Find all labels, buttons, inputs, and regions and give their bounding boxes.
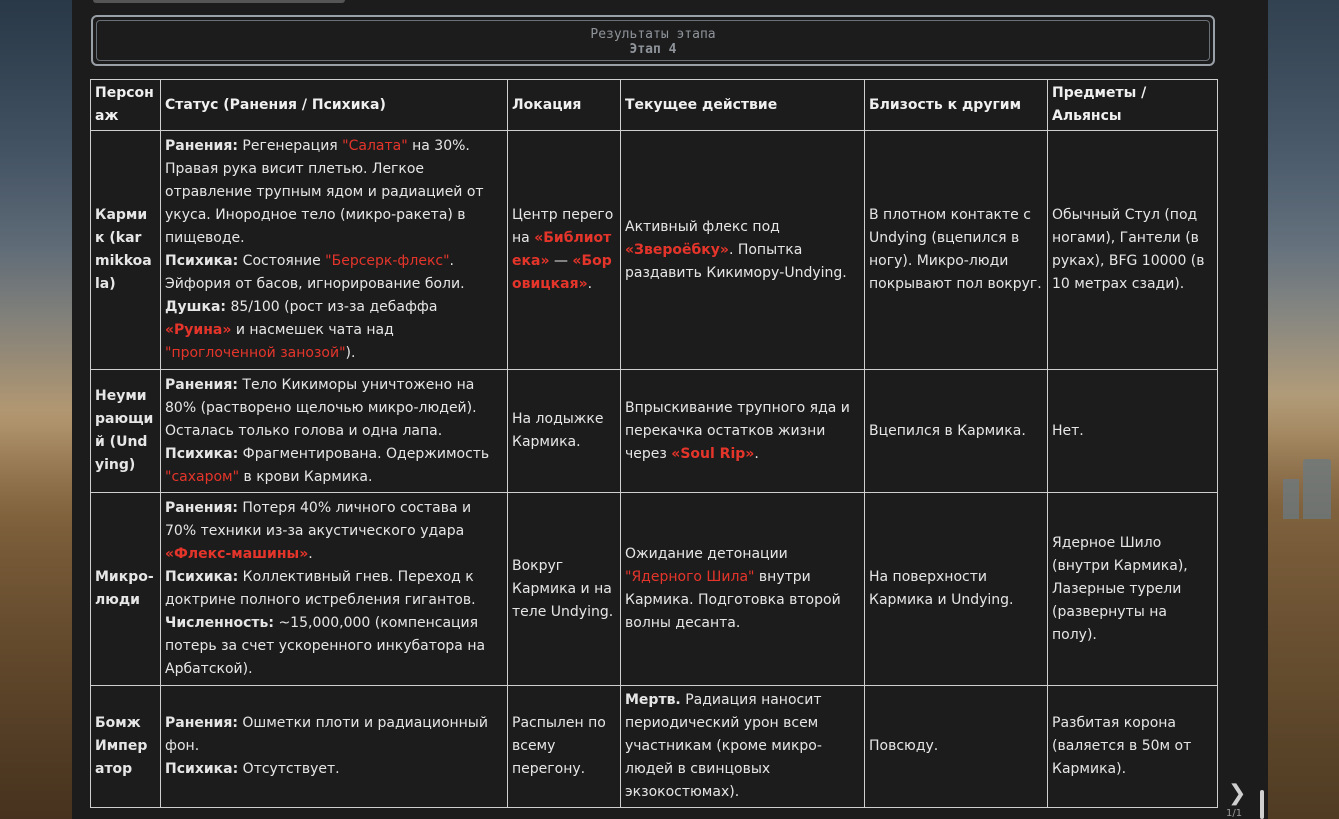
highlight-text: «Боровицкая» [512, 253, 612, 292]
psyche-text: в крови Кармика. [239, 468, 373, 485]
cell-status [161, 686, 508, 808]
wounds-text: Потеря 40% личного состава и 70% техники из-за акустического удара [165, 500, 472, 539]
psyche-text: Фрагментирована. Одержимость [238, 445, 490, 462]
cell-character: Бомж Император [91, 686, 161, 808]
stage-results-header-inner [96, 20, 1210, 61]
action-text: Активный флекс под [625, 218, 780, 235]
cell-proximity: Повсюду. [865, 686, 1048, 808]
extra-text: 85/100 (рост из-за дебаффа [226, 299, 438, 315]
results-table [90, 79, 1218, 808]
action-text: Радиация наносит периодический урон всем участникам (кроме микро-людей в свинцовых экзокостюмах). [625, 692, 822, 800]
wounds-text: на 30%. Правая рука висит плетью. Легкое отравление трупным ядом и радиацией от укуса. Инородное тело (микро-ракета) в пищеводе. [165, 138, 484, 246]
cell-items: Обычный Стул (под ногами), Гантели (в руках), BFG 10000 (в 10 метрах сзади). [1048, 131, 1218, 370]
cell-location: Распылен по всему перегону. [508, 686, 621, 808]
highlight-text: «Soul Rip» [671, 445, 755, 462]
scrollbar-thumb[interactable] [1260, 790, 1264, 819]
stage-results-header [91, 15, 1215, 66]
action-text: . Попытка раздавить Кикимору-Undying. [625, 241, 847, 281]
chevron-right-icon[interactable]: ❯ [1228, 781, 1247, 806]
highlight-text: "проглоченной занозой" [165, 345, 346, 361]
extra-text: ~15,000,000 (компенсация потерь за счет ускоренного инкубатора на Арбатской). [165, 615, 486, 677]
highlight-text: «Библиотека» [512, 230, 612, 269]
location-text: Центр перегона [512, 207, 614, 246]
psyche-text: Коллективный гнев. Переход к доктрине полного истребления гигантов. [165, 569, 476, 608]
header-location: Локация [508, 80, 621, 131]
cell-status [161, 370, 508, 493]
highlight-text: "Ядерного Шила" [625, 569, 755, 585]
background-landscape-right [1268, 0, 1339, 819]
header-status: Статус (Ранения / Психика) [161, 80, 508, 131]
cell-items: Нет. [1048, 370, 1218, 493]
wounds-label: Ранения: [165, 715, 238, 731]
location-text: — [549, 253, 573, 269]
extra-label: Душка: [165, 299, 227, 315]
header-character: Персонаж [91, 80, 161, 131]
background-rock [1283, 479, 1299, 519]
cell-proximity: Вцепился в Кармика. [865, 370, 1048, 493]
table-row [91, 686, 1218, 808]
cell-items: Ядерное Шило (внутри Кармика), Лазерные турели (развернуты на полу). [1048, 493, 1218, 686]
cell-character: Кармик (karmikkoala) [91, 131, 161, 370]
cell-items: Разбитая корона (валяется в 50м от Кармика). [1048, 686, 1218, 808]
table-row [91, 493, 1218, 686]
header-action: Текущее действие [621, 80, 865, 131]
action-text: внутри Кармика. Подготовка второй волны десанта. [625, 569, 841, 631]
cell-status [161, 131, 508, 370]
action-text: Ожидание детонации [625, 546, 788, 562]
extra-text: и насмешек чата над [231, 322, 394, 338]
cell-location [508, 131, 621, 370]
wounds-label: Ранения: [165, 376, 238, 393]
highlight-text: «Звероёбку» [625, 241, 729, 258]
cell-proximity: В плотном контакте с Undying (вцепился в ногу). Микро-люди покрывают пол вокруг. [865, 131, 1048, 370]
psyche-text: . Эйфория от басов, игнорирование боли. [165, 253, 465, 292]
wounds-text: Ошметки плоти и радиационный фон. [165, 715, 488, 754]
cell-location: Вокруг Кармика и на теле Undying. [508, 493, 621, 686]
cell-action [621, 493, 865, 686]
location-text: . [587, 276, 593, 292]
header-proximity: Близость к другим [865, 80, 1048, 131]
table-header-row [91, 80, 1218, 131]
wounds-text: Тело Кикиморы уничтожено на 80% (растворено щелочью микро-людей). Осталась только голова и одна лапа. [165, 376, 477, 439]
top-scroll-stub [93, 0, 345, 3]
cell-action [621, 370, 865, 493]
wounds-text: Регенерация [237, 138, 343, 154]
cell-location: На лодыжке Кармика. [508, 370, 621, 493]
stage-title: Результаты этапа [590, 27, 716, 42]
psyche-label: Психика: [165, 569, 239, 585]
table-row [91, 131, 1218, 370]
background-landscape-left [0, 0, 72, 819]
wounds-text: . [308, 546, 313, 562]
wounds-label: Ранения: [165, 500, 238, 516]
psyche-label: Психика: [165, 761, 239, 777]
extra-text: ). [345, 345, 356, 361]
action-text: Впрыскивание трупного яда и перекачка остатков жизни через [625, 399, 850, 462]
wounds-label: Ранения: [165, 138, 238, 154]
extra-label: Численность: [165, 615, 274, 631]
highlight-text: «Флекс-машины» [165, 546, 309, 562]
background-rock [1303, 459, 1331, 519]
cell-status [161, 493, 508, 686]
highlight-text: "сахаром" [165, 468, 240, 485]
action-text: . [754, 445, 759, 462]
action-label: Мертв. [625, 692, 681, 708]
stage-subtitle: Этап 4 [629, 42, 677, 57]
highlight-text: "Салата" [342, 138, 408, 154]
cell-character: Микро-люди [91, 493, 161, 686]
header-items: Предметы / Альянсы [1048, 80, 1218, 131]
cell-character: Неумирающий (Undying) [91, 370, 161, 493]
highlight-text: «Руина» [165, 322, 232, 338]
table-row [91, 370, 1218, 493]
cell-proximity: На поверхности Кармика и Undying. [865, 493, 1048, 686]
page-indicator: 1/1 [1226, 808, 1243, 819]
highlight-text: "Берсерк-флекс" [325, 253, 450, 269]
psyche-label: Психика: [165, 445, 239, 462]
cell-action [621, 131, 865, 370]
cell-action [621, 686, 865, 808]
psyche-text: Отсутствует. [238, 761, 340, 777]
psyche-label: Психика: [165, 253, 239, 269]
psyche-text: Состояние [238, 253, 326, 269]
